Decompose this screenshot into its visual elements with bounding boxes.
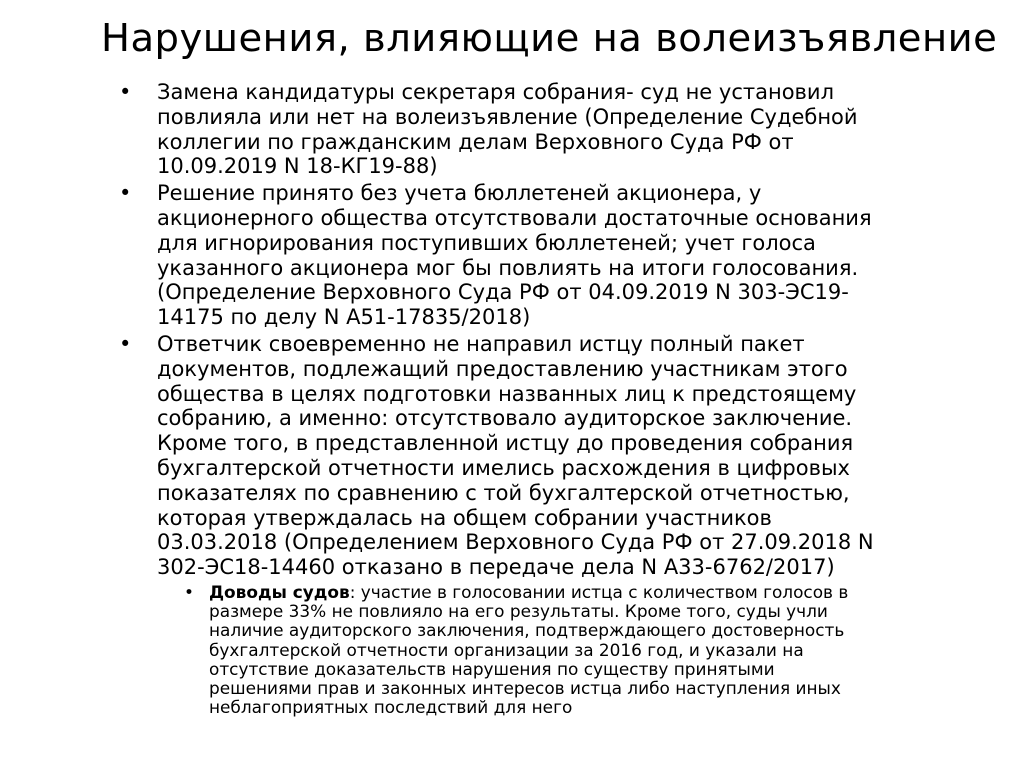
bullet-item-1 — [101, 80, 981, 179]
bullet-item-2 — [101, 181, 981, 330]
bullet-line: бухгалтерской отчетности имелись расхождения в цифровых — [157, 455, 850, 480]
bullet-line: Ответчик своевременно не направил истцу полный пакет — [157, 331, 805, 356]
bullet-dot-icon: • — [119, 331, 132, 356]
bullet-line: общества в целях подготовки названных лиц к предстоящему — [157, 381, 857, 406]
bullet-line: для игнорирования поступивших бюллетеней; учет голоса — [157, 230, 816, 255]
bullet-line: Замена кандидатуры секретаря собрания- суд не установил — [157, 80, 834, 104]
sub-bullet-line: решениями прав и законных интересов истца либо наступления иных — [209, 677, 841, 698]
bullet-line: указанного акционера мог бы повлиять на итоги голосования. — [157, 255, 859, 280]
bullet-line: акционерного общества отсутствовали достаточные основания — [157, 205, 872, 230]
sub-bullet-line: размере 33% не повлияло на его результаты. Кроме того, суды учли — [209, 601, 828, 622]
bullet-line: 302-ЭС18-14460 отказано в передаче дела N А33-6762/2017) — [157, 555, 835, 580]
slide-title: Нарушения, влияющие на волеизъявление — [101, 16, 998, 61]
bullet-line: Кроме того, в представленной истцу до проведения собрания — [157, 431, 854, 456]
bullet-line: 14175 по делу N А51-17835/2018) — [157, 305, 531, 330]
bullet-item-3 — [101, 332, 981, 580]
bullet-line: которая утверждалась на общем собрании участников — [157, 505, 772, 530]
sub-bullet-line: отсутствие доказательств нарушения по существу принятыми — [209, 658, 775, 679]
bullet-line: показателях по сравнению с той бухгалтерской отчетностью, — [157, 480, 850, 505]
bullet-dot-icon: • — [119, 80, 132, 104]
sub-bullet-line: наличие аудиторского заключения, подтверждающего достоверность — [209, 620, 845, 641]
sub-bullet-lead: Доводы судов — [209, 581, 350, 602]
bullet-line: (Определение Верховного Суда РФ от 04.09.2019 N 303-ЭС19- — [157, 280, 849, 305]
bullet-line: 03.03.2018 (Определением Верховного Суда РФ от 27.09.2018 N — [157, 530, 874, 555]
bullet-line: собранию, а именно: отсутствовало аудиторское заключение. — [157, 406, 853, 431]
bullet-line: 10.09.2019 N 18-КГ19-88) — [157, 154, 438, 179]
slide-content — [101, 80, 981, 717]
sub-bullet-first-line — [209, 583, 981, 602]
bullet-dot-icon: • — [119, 181, 132, 206]
sub-bullet-first-rest: : участие в голосовании истца с количеством голосов в — [349, 581, 849, 602]
bullet-line: коллегии по гражданским делам Верховного Суда РФ от — [157, 129, 794, 154]
sub-bullet-line: бухгалтерской отчетности организации за 2016 год, и указали на — [209, 639, 804, 660]
bullet-line: документов, подлежащий предоставлению участникам этого — [157, 356, 848, 381]
sub-bullet-item — [101, 583, 981, 717]
sub-bullet-dot-icon: • — [184, 581, 194, 602]
bullet-line: Решение принято без учета бюллетеней акционера, у — [157, 181, 762, 206]
bullet-line: повлияла или нет на волеизъявление (Определение Судебной — [157, 104, 858, 129]
sub-bullet-line: неблагоприятных последствий для него — [209, 697, 573, 718]
